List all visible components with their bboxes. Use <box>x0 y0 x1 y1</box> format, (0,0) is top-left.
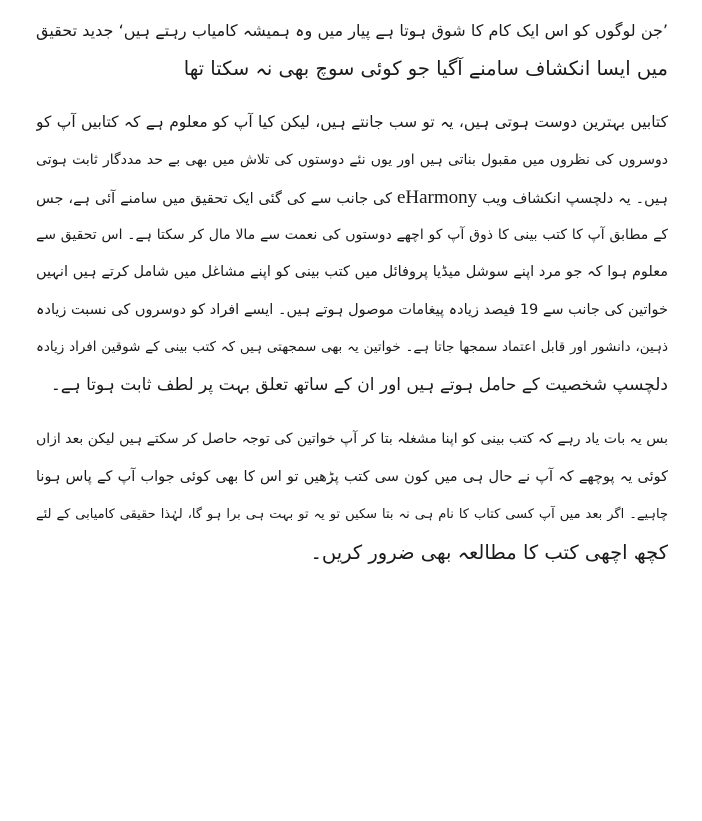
paragraph-line: ذہین، دانشور اور قابل اعتماد سمجھا جاتا ہے۔ خواتین یہ بھی سمجھتی ہیں کہ کتب بینی کے شوقین افراد زیادہ <box>36 339 668 355</box>
paragraph-line: کوئی یہ پوچھے کہ آپ نے حال ہی میں کون سی کتب پڑھیں تو اس کا بھی کوئی جواب آپ کے پاس ہونا <box>36 468 668 485</box>
paragraph-line: کتابیں بہترین دوست ہوتی ہیں، یہ تو سب جانتے ہیں، لیکن کیا آپ کو معلوم ہے کہ کتابیں آپ کو <box>36 113 668 131</box>
paragraph-line: معلوم ہوا کہ جو مرد اپنے سوشل میڈیا پروفائل میں کتب بینی کو اپنے مشاغل میں شامل کرتے ہیں انہیں <box>36 264 668 280</box>
paragraph-line: ہیں۔ یہ دلچسپ انکشاف ویب eHarmony کی جانب سے کی گئی ایک تحقیق میں سامنے آئی ہے، جس <box>36 187 668 208</box>
paragraph-line: دلچسپ شخصیت کے حامل ہوتے ہیں اور ان کے ساتھ تعلق بہت پر لطف ثابت ہوتا ہے۔ <box>50 374 668 395</box>
paragraph-line: خواتین کی جانب سے 19 فیصد زیادہ پیغامات موصول ہوتے ہیں۔ ایسے افراد کو دوسروں کی نسبت زیادہ <box>36 301 668 318</box>
headline-line-2: میں ایسا انکشاف سامنے آگیا جو کوئی سوچ بھی نہ سکتا تھا <box>183 56 668 80</box>
paragraph-line: کے مطابق آپ کا کتب بینی کا ذوق آپ کو اچھے دوستوں کی نعمت سے مالا مال کر سکتا ہے۔ اس تحقیق سے <box>36 226 668 243</box>
paragraph-line: دوسروں کی نظروں میں مقبول بناتی ہیں اور یوں نئے دوستوں کی تلاش میں بھی بے حد مددگار ثابت ہوتی <box>36 151 668 168</box>
paragraph-line: بس یہ بات یاد رہے کہ کتب بینی کو اپنا مشغلہ بتا کر آپ خواتین کی توجہ حاصل کر سکتے ہیں لیکن بعد ازاں <box>36 431 668 447</box>
article-headline <box>36 12 668 87</box>
paragraph-line: کچھ اچھی کتب کا مطالعہ بھی ضرور کریں۔ <box>310 540 668 564</box>
paragraph-line: چاہیے۔ اگر بعد میں آپ کسی کتاب کا نام ہی نہ بتا سکیں تو یہ تو بہت ہی برا ہو گا، لہٰذا حقیقی کامیابی کے لئے <box>36 507 668 522</box>
paragraph-closing <box>36 421 668 571</box>
headline-line-1: ’جن لوگوں کو اس ایک کام کا شوق ہوتا ہے پیار میں وہ ہمیشہ کامیاب رہتے ہیں‘ جدید تحقیق <box>36 21 668 40</box>
brand-name: eHarmony <box>396 187 478 208</box>
paragraph-intro <box>36 104 668 404</box>
